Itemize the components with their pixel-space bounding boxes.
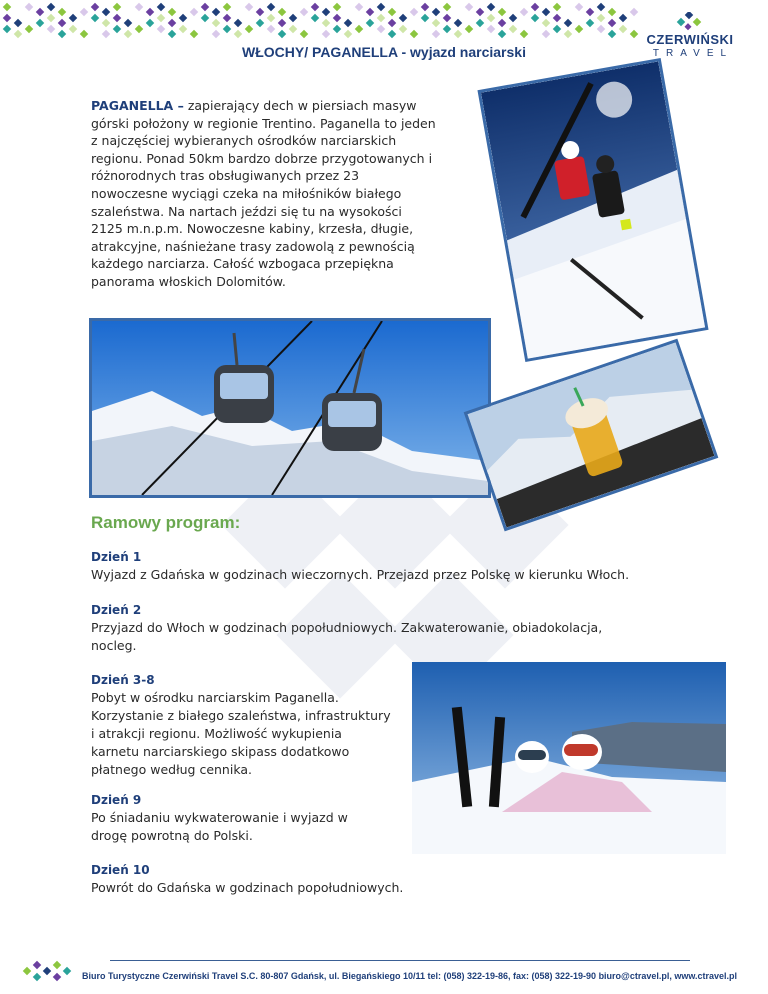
- pattern-diamond: [377, 25, 385, 33]
- pattern-diamond: [498, 30, 506, 38]
- pattern-diamond: [498, 8, 506, 16]
- photo-kids-snow: [412, 662, 726, 854]
- pattern-diamond: [25, 25, 33, 33]
- pattern-diamond: [124, 19, 132, 27]
- pattern-diamond: [223, 25, 231, 33]
- pattern-diamond: [421, 3, 429, 11]
- pattern-diamond: [47, 25, 55, 33]
- pattern-diamond: [3, 3, 11, 11]
- pattern-diamond: [223, 3, 231, 11]
- pattern-diamond: [564, 30, 572, 38]
- pattern-diamond: [3, 14, 11, 22]
- pattern-diamond: [267, 25, 275, 33]
- pattern-diamond: [553, 25, 561, 33]
- pattern-diamond: [410, 8, 418, 16]
- pattern-diamond: [14, 30, 22, 38]
- pattern-diamond: [608, 8, 616, 16]
- page-title: WŁOCHY/ PAGANELLA - wyjazd narciarski: [242, 44, 526, 60]
- pattern-diamond: [102, 8, 110, 16]
- pattern-diamond: [201, 14, 209, 22]
- pattern-diamond: [619, 25, 627, 33]
- pattern-diamond: [113, 14, 121, 22]
- pattern-diamond: [102, 30, 110, 38]
- footer-divider: [110, 960, 690, 961]
- pattern-diamond: [223, 14, 231, 22]
- pattern-diamond: [135, 3, 143, 11]
- pattern-diamond: [586, 19, 594, 27]
- pattern-diamond: [597, 3, 605, 11]
- pattern-diamond: [289, 25, 297, 33]
- pattern-diamond: [575, 3, 583, 11]
- pattern-diamond: [289, 14, 297, 22]
- pattern-diamond: [553, 14, 561, 22]
- intro-paragraph: [91, 97, 436, 291]
- day-text: Przyjazd do Włoch w godzinach popołudniowych. Zakwaterowanie, obiadokolacja, nocleg.: [91, 620, 603, 653]
- pattern-diamond: [278, 8, 286, 16]
- pattern-diamond: [366, 8, 374, 16]
- day-block-2: [91, 601, 651, 655]
- pattern-diamond: [113, 25, 121, 33]
- pattern-diamond: [179, 14, 187, 22]
- pattern-diamond: [47, 3, 55, 11]
- pattern-diamond: [564, 19, 572, 27]
- pattern-diamond: [421, 14, 429, 22]
- pattern-diamond: [487, 25, 495, 33]
- pattern-diamond: [47, 14, 55, 22]
- pattern-diamond: [575, 25, 583, 33]
- pattern-diamond: [443, 3, 451, 11]
- pattern-diamond: [212, 30, 220, 38]
- pattern-diamond: [487, 14, 495, 22]
- pattern-diamond: [487, 3, 495, 11]
- pattern-diamond: [168, 19, 176, 27]
- program-title: Ramowy program:: [91, 513, 241, 532]
- pattern-diamond: [454, 19, 462, 27]
- pattern-diamond: [520, 30, 528, 38]
- pattern-diamond: [509, 14, 517, 22]
- pattern-diamond: [69, 14, 77, 22]
- day-label: Dzień 9: [91, 793, 142, 807]
- pattern-diamond: [322, 30, 330, 38]
- pattern-diamond: [157, 14, 165, 22]
- pattern-diamond: [586, 8, 594, 16]
- pattern-diamond: [168, 8, 176, 16]
- day-block-10: [91, 861, 491, 897]
- pattern-diamond: [454, 30, 462, 38]
- pattern-diamond: [377, 14, 385, 22]
- pattern-diamond: [432, 19, 440, 27]
- pattern-diamond: [443, 14, 451, 22]
- pattern-diamond: [124, 30, 132, 38]
- pattern-diamond: [608, 30, 616, 38]
- pattern-diamond: [465, 25, 473, 33]
- pattern-diamond: [377, 3, 385, 11]
- logo-sub: TRAVEL: [652, 48, 734, 59]
- intro-lead: PAGANELLA –: [91, 98, 184, 113]
- pattern-diamond: [267, 3, 275, 11]
- footer-contact: Biuro Turystyczne Czerwiński Travel S.C. 80-807 Gdańsk, ul. Biegańskiego 10/11 tel: (058) 322-19-86, fax: (058) 322-19-90 biuro@ctravel.pl, www.ctravel.pl: [82, 971, 738, 981]
- pattern-diamond: [157, 25, 165, 33]
- pattern-diamond: [91, 3, 99, 11]
- pattern-diamond: [333, 14, 341, 22]
- pattern-diamond: [322, 19, 330, 27]
- intro-text: zapierający dech w piersiach masyw górski położony w regionie Trentino. Paganella to jeden z najczęściej wybieranych ośrodków narciarskich regionu. Ponad 50km bardzo dobrze przygotowanych i różnorodnych tras obsługiwanych przez 23 nowoczesne wyciągi czeka na miłośników białego szaleństwa. Na nartach jeździ się tu na wysokości 2125 m.n.p.m. Nowoczesne kabiny, krzesła, długie, atrakcyjne, naśnieżane trasy zadowolą z pewnością każdego narciarza. Całość wzbogaca przepiękna panorama włoskich Dolomitów.: [91, 98, 436, 289]
- pattern-diamond: [388, 19, 396, 27]
- pattern-diamond: [355, 25, 363, 33]
- pattern-diamond: [212, 19, 220, 27]
- pattern-diamond: [630, 30, 638, 38]
- pattern-diamond: [410, 30, 418, 38]
- pattern-diamond: [212, 8, 220, 16]
- pattern-diamond: [333, 3, 341, 11]
- pattern-diamond: [542, 8, 550, 16]
- pattern-diamond: [36, 19, 44, 27]
- pattern-diamond: [267, 14, 275, 22]
- pattern-diamond: [256, 8, 264, 16]
- pattern-diamond: [542, 30, 550, 38]
- day-text: Po śniadaniu wykwaterowanie i wyjazd w drogę powrotną do Polski.: [91, 810, 348, 843]
- pattern-diamond: [234, 30, 242, 38]
- pattern-diamond: [36, 8, 44, 16]
- pattern-diamond: [245, 25, 253, 33]
- pattern-diamond: [69, 25, 77, 33]
- pattern-diamond: [278, 19, 286, 27]
- pattern-diamond: [300, 30, 308, 38]
- pattern-diamond: [355, 3, 363, 11]
- photo-gondola: [89, 318, 491, 498]
- pattern-diamond: [300, 8, 308, 16]
- pattern-diamond: [278, 30, 286, 38]
- day-label: Dzień 10: [91, 863, 150, 877]
- pattern-diamond: [597, 14, 605, 22]
- day-block-9: [91, 791, 381, 845]
- pattern-diamond: [256, 19, 264, 27]
- pattern-diamond: [465, 3, 473, 11]
- pattern-diamond: [597, 25, 605, 33]
- pattern-diamond: [333, 25, 341, 33]
- pattern-diamond: [432, 30, 440, 38]
- pattern-diamond: [344, 30, 352, 38]
- day-label: Dzień 3-8: [91, 673, 155, 687]
- logo-name: CZERWIŃSKI: [646, 32, 734, 47]
- pattern-diamond: [80, 30, 88, 38]
- day-block-1: [91, 548, 711, 584]
- pattern-diamond: [25, 3, 33, 11]
- pattern-diamond: [190, 30, 198, 38]
- pattern-diamond: [190, 8, 198, 16]
- pattern-diamond: [146, 19, 154, 27]
- pattern-diamond: [520, 8, 528, 16]
- pattern-diamond: [399, 25, 407, 33]
- pattern-diamond: [311, 3, 319, 11]
- pattern-diamond: [201, 3, 209, 11]
- pattern-diamond: [3, 25, 11, 33]
- pattern-diamond: [344, 19, 352, 27]
- pattern-diamond: [135, 25, 143, 33]
- pattern-diamond: [179, 25, 187, 33]
- pattern-diamond: [399, 14, 407, 22]
- pattern-diamond: [542, 19, 550, 27]
- pattern-diamond: [245, 3, 253, 11]
- pattern-diamond: [91, 14, 99, 22]
- pattern-diamond: [553, 3, 561, 11]
- pattern-diamond: [498, 19, 506, 27]
- pattern-diamond: [366, 19, 374, 27]
- pattern-diamond: [146, 8, 154, 16]
- pattern-diamond: [630, 8, 638, 16]
- photo-skiers: [477, 58, 708, 362]
- pattern-diamond: [102, 19, 110, 27]
- pattern-diamond: [14, 19, 22, 27]
- pattern-diamond: [322, 8, 330, 16]
- decorative-diamond-pattern: [0, 0, 640, 40]
- pattern-diamond: [234, 19, 242, 27]
- pattern-diamond: [388, 30, 396, 38]
- pattern-diamond: [58, 19, 66, 27]
- day-text: Wyjazd z Gdańska w godzinach wieczornych. Przejazd przez Polskę w kierunku Włoch.: [91, 567, 630, 582]
- logo-diamonds-icon: [670, 12, 710, 32]
- pattern-diamond: [58, 8, 66, 16]
- pattern-diamond: [311, 14, 319, 22]
- pattern-diamond: [388, 8, 396, 16]
- pattern-diamond: [476, 19, 484, 27]
- day-block-3-8: [91, 671, 391, 779]
- pattern-diamond: [157, 3, 165, 11]
- pattern-diamond: [443, 25, 451, 33]
- pattern-diamond: [619, 14, 627, 22]
- day-text: Powrót do Gdańska w godzinach popołudniowych.: [91, 880, 404, 895]
- pattern-diamond: [608, 19, 616, 27]
- pattern-diamond: [113, 3, 121, 11]
- pattern-diamond: [58, 30, 66, 38]
- pattern-diamond: [509, 25, 517, 33]
- day-label: Dzień 2: [91, 603, 142, 617]
- pattern-diamond: [80, 8, 88, 16]
- pattern-diamond: [531, 14, 539, 22]
- pattern-diamond: [432, 8, 440, 16]
- day-label: Dzień 1: [91, 550, 142, 564]
- pattern-diamond: [476, 8, 484, 16]
- footer-diamond-pattern: [20, 960, 76, 986]
- pattern-diamond: [531, 3, 539, 11]
- day-text: Pobyt w ośrodku narciarskim Paganella. Korzystanie z białego szaleństwa, infrastruktury i atrakcji regionu. Możliwość wykupienia karnetu narciarskiego skipass dodatkowo płatnego według cennika.: [91, 690, 391, 777]
- pattern-diamond: [168, 30, 176, 38]
